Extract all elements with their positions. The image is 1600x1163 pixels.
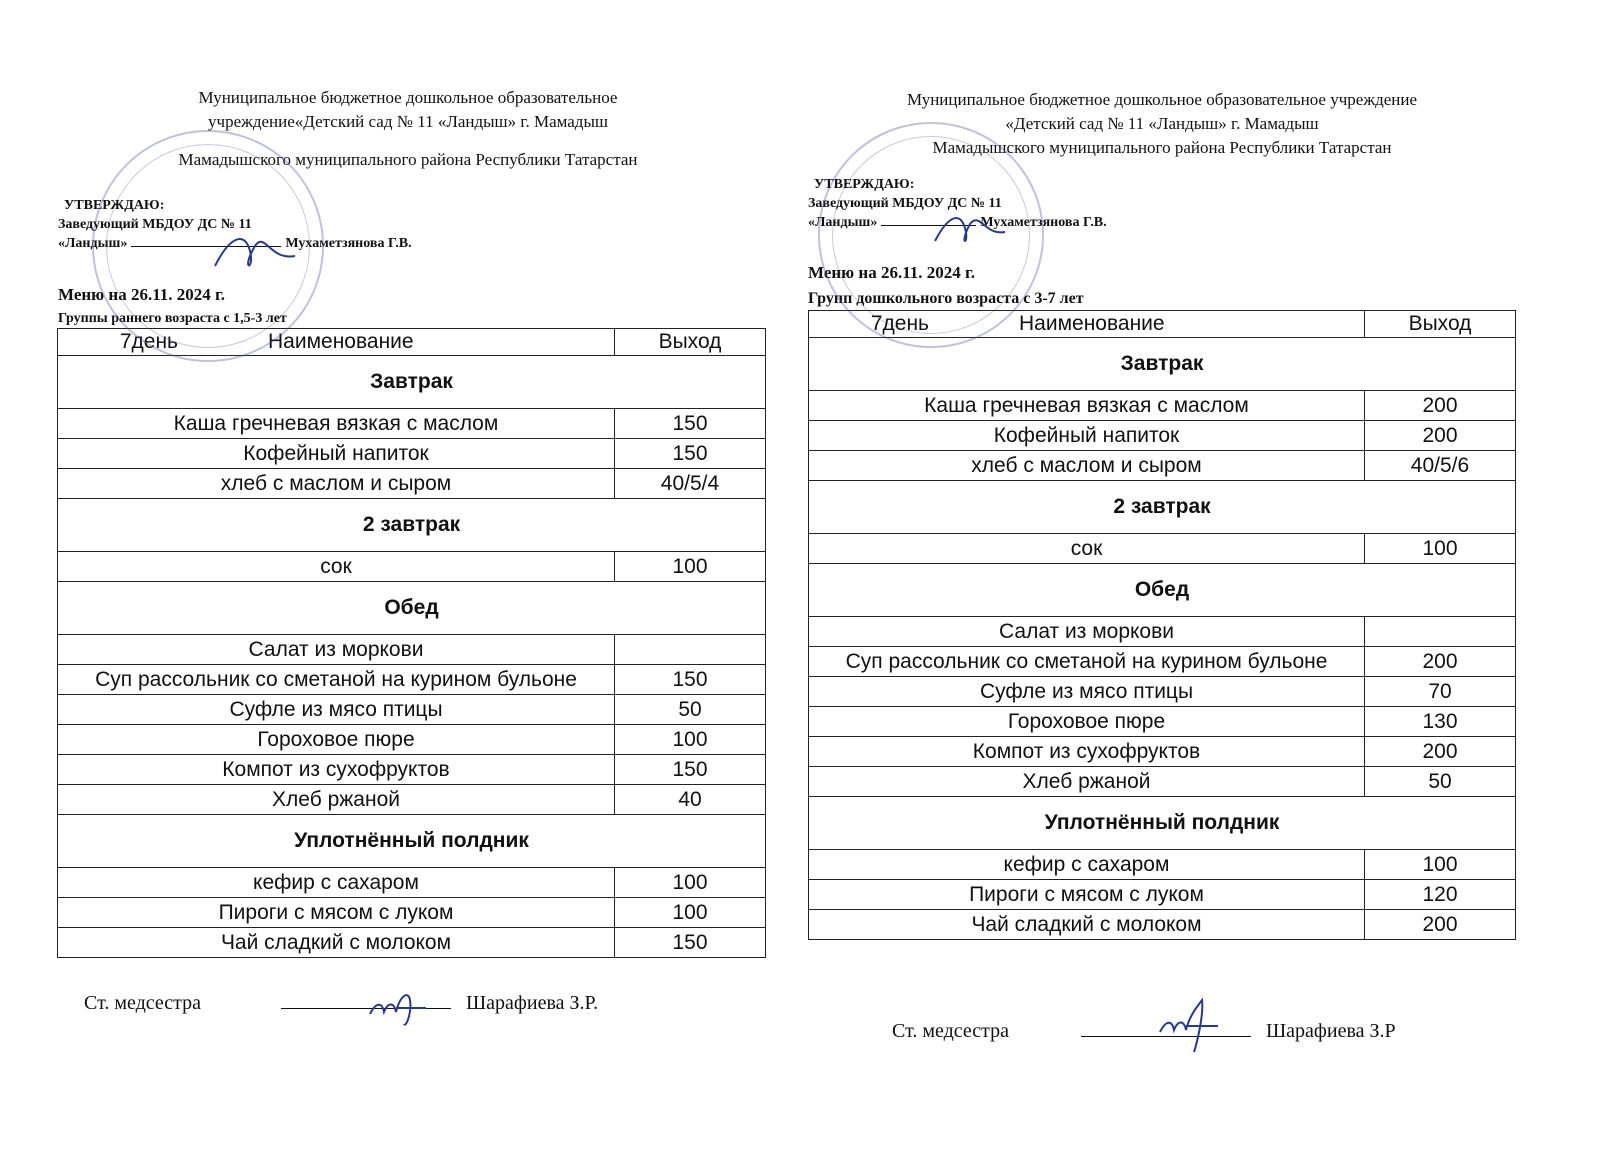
- table-row: [58, 928, 766, 958]
- organization-header: [52, 86, 764, 172]
- header-name-cell: [58, 329, 615, 356]
- section-title: Завтрак: [809, 338, 1516, 391]
- dish-output: 100: [615, 868, 766, 898]
- org-line: Мамадышского муниципального района Республики Татарстан: [178, 150, 638, 169]
- table-row: [809, 707, 1516, 737]
- section-title: Обед: [809, 564, 1516, 617]
- out-header: Выход: [615, 329, 766, 356]
- table-row: [809, 534, 1516, 564]
- table-row: [809, 737, 1516, 767]
- out-header: Выход: [1365, 311, 1516, 338]
- table-row: [809, 391, 1516, 421]
- table-header-row: [58, 329, 766, 356]
- dish-output: 200: [1365, 421, 1516, 451]
- table-row: [58, 552, 766, 582]
- table-row: [809, 421, 1516, 451]
- table-row: [809, 767, 1516, 797]
- dish-output: 40: [615, 785, 766, 815]
- dish-output: 50: [1365, 767, 1516, 797]
- section-title: Обед: [58, 582, 766, 635]
- dish-name: сок: [58, 552, 615, 582]
- organization-header: [806, 88, 1518, 160]
- dish-output: [1365, 617, 1516, 647]
- approve-position: Заведующий МБДОУ ДС № 11: [808, 196, 1002, 211]
- dish-name: Пироги с мясом с луком: [58, 898, 615, 928]
- dish-name: Каша гречневая вязкая с маслом: [58, 409, 615, 439]
- menu-table: [57, 328, 766, 958]
- dish-name: Гороховое пюре: [809, 707, 1365, 737]
- dish-output: 130: [1365, 707, 1516, 737]
- dish-output: 40/5/4: [615, 469, 766, 499]
- section-row: [809, 564, 1516, 617]
- table-row: [809, 677, 1516, 707]
- dish-output: 70: [1365, 677, 1516, 707]
- org-line: Мамадышского муниципального района Республики Татарстан: [932, 138, 1392, 157]
- group-title: Групп дошкольного возраста с 3-7 лет: [808, 290, 1084, 307]
- table-row: [58, 868, 766, 898]
- section-title: Уплотнённый полдник: [809, 797, 1516, 850]
- section-row: [809, 481, 1516, 534]
- dish-name: Кофейный напиток: [58, 439, 615, 469]
- dish-name: Суп рассольник со сметаной на курином бульоне: [809, 647, 1365, 677]
- dish-output: 200: [1365, 391, 1516, 421]
- table-row: [58, 469, 766, 499]
- director-name: Мухаметзянова Г.В.: [980, 215, 1107, 230]
- org-line: «Детский сад № 11 «Ландыш» г. Мамадыш: [1005, 114, 1319, 133]
- dish-name: Каша гречневая вязкая с маслом: [809, 391, 1365, 421]
- section-title: Завтрак: [58, 356, 766, 409]
- dish-name: кефир с сахаром: [58, 868, 615, 898]
- section-row: [58, 582, 766, 635]
- kindergarten-name: «Ландыш»: [808, 215, 878, 230]
- signature-line: [881, 213, 976, 226]
- dish-output: 200: [1365, 647, 1516, 677]
- menu-title: Меню на 26.11. 2024 г.: [808, 263, 976, 282]
- dish-name: Суфле из мясо птицы: [58, 695, 615, 725]
- table-row: [809, 451, 1516, 481]
- dish-name: Салат из моркови: [809, 617, 1365, 647]
- approve-title: УТВЕРЖДАЮ:: [64, 198, 165, 213]
- nurse-name: Шарафиева З.Р: [1266, 1020, 1396, 1042]
- dish-name: кефир с сахаром: [809, 850, 1365, 880]
- dish-name: хлеб с маслом и сыром: [809, 451, 1365, 481]
- dish-name: Кофейный напиток: [809, 421, 1365, 451]
- signature-line: [1081, 1016, 1251, 1037]
- dish-name: Салат из моркови: [58, 635, 615, 665]
- section-title: 2 завтрак: [58, 499, 766, 552]
- approve-title: УТВЕРЖДАЮ:: [814, 177, 915, 192]
- menu-table-wrap: [808, 310, 1516, 940]
- nurse-signature: [84, 988, 598, 1015]
- approve-signature-row: [808, 213, 1107, 232]
- dish-output: 50: [615, 695, 766, 725]
- dish-output: 120: [1365, 880, 1516, 910]
- table-row: [809, 617, 1516, 647]
- dish-name: Компот из сухофруктов: [809, 737, 1365, 767]
- dish-output: 150: [615, 409, 766, 439]
- table-row: [58, 755, 766, 785]
- section-title: Уплотнённый полдник: [58, 815, 766, 868]
- dish-name: Суфле из мясо птицы: [809, 677, 1365, 707]
- org-line: Муниципальное бюджетное дошкольное образовательное: [198, 88, 618, 107]
- kindergarten-name: «Ландыш»: [58, 236, 128, 251]
- dish-output: [615, 635, 766, 665]
- dish-output: 100: [615, 552, 766, 582]
- header-name-cell: [809, 311, 1365, 338]
- director-name: Мухаметзянова Г.В.: [285, 236, 412, 251]
- dish-output: 100: [615, 898, 766, 928]
- org-line: Муниципальное бюджетное дошкольное образовательное учреждение: [907, 90, 1417, 109]
- dish-output: 200: [1365, 910, 1516, 940]
- section-row: [809, 797, 1516, 850]
- dish-output: 150: [615, 928, 766, 958]
- approve-signature-row: [58, 234, 412, 253]
- section-row: [58, 356, 766, 409]
- table-row: [809, 880, 1516, 910]
- day-label: 7день: [119, 330, 178, 353]
- group-title: Группы раннего возраста с 1,5-3 лет: [58, 311, 287, 326]
- section-row: [58, 499, 766, 552]
- dish-name: Суп рассольник со сметаной на курином бульоне: [58, 665, 615, 695]
- dish-output: 150: [615, 665, 766, 695]
- dish-name: Чай сладкий с молоком: [809, 910, 1365, 940]
- table-row: [58, 898, 766, 928]
- org-line: учреждение«Детский сад № 11 «Ландыш» г. Мамадыш: [208, 112, 608, 131]
- table-row: [58, 665, 766, 695]
- signature-line: [281, 988, 451, 1009]
- table-row: [58, 725, 766, 755]
- nurse-role: Ст. медсестра: [84, 992, 201, 1014]
- nurse-signature: [892, 1016, 1396, 1043]
- section-row: [58, 815, 766, 868]
- table-row: [58, 409, 766, 439]
- dish-name: Хлеб ржаной: [58, 785, 615, 815]
- table-row: [58, 635, 766, 665]
- dish-name: Компот из сухофруктов: [58, 755, 615, 785]
- name-header: Наименование: [1019, 312, 1165, 335]
- table-row: [58, 695, 766, 725]
- section-row: [809, 338, 1516, 391]
- name-header: Наименование: [268, 330, 414, 353]
- dish-output: 150: [615, 755, 766, 785]
- dish-output: 40/5/6: [1365, 451, 1516, 481]
- dish-name: Пироги с мясом с луком: [809, 880, 1365, 910]
- dish-output: 150: [615, 439, 766, 469]
- menu-table-wrap: [57, 328, 766, 958]
- dish-name: Чай сладкий с молоком: [58, 928, 615, 958]
- nurse-role: Ст. медсестра: [892, 1020, 1009, 1042]
- nurse-name: Шарафиева З.Р.: [466, 992, 599, 1014]
- table-row: [58, 785, 766, 815]
- table-row: [809, 647, 1516, 677]
- dish-output: 100: [615, 725, 766, 755]
- table-row: [58, 439, 766, 469]
- dish-name: хлеб с маслом и сыром: [58, 469, 615, 499]
- table-row: [809, 910, 1516, 940]
- dish-output: 100: [1365, 850, 1516, 880]
- dish-output: 200: [1365, 737, 1516, 767]
- table-row: [809, 850, 1516, 880]
- menu-title: Меню на 26.11. 2024 г.: [58, 285, 226, 304]
- table-header-row: [809, 311, 1516, 338]
- day-label: 7день: [870, 312, 929, 335]
- section-title: 2 завтрак: [809, 481, 1516, 534]
- signature-line: [131, 234, 281, 247]
- dish-name: Хлеб ржаной: [809, 767, 1365, 797]
- approve-position: Заведующий МБДОУ ДС № 11: [58, 217, 252, 232]
- dish-output: 100: [1365, 534, 1516, 564]
- dish-name: сок: [809, 534, 1365, 564]
- approval-block: [58, 196, 412, 253]
- menu-table: [808, 310, 1516, 940]
- dish-name: Гороховое пюре: [58, 725, 615, 755]
- approval-block: [808, 175, 1107, 232]
